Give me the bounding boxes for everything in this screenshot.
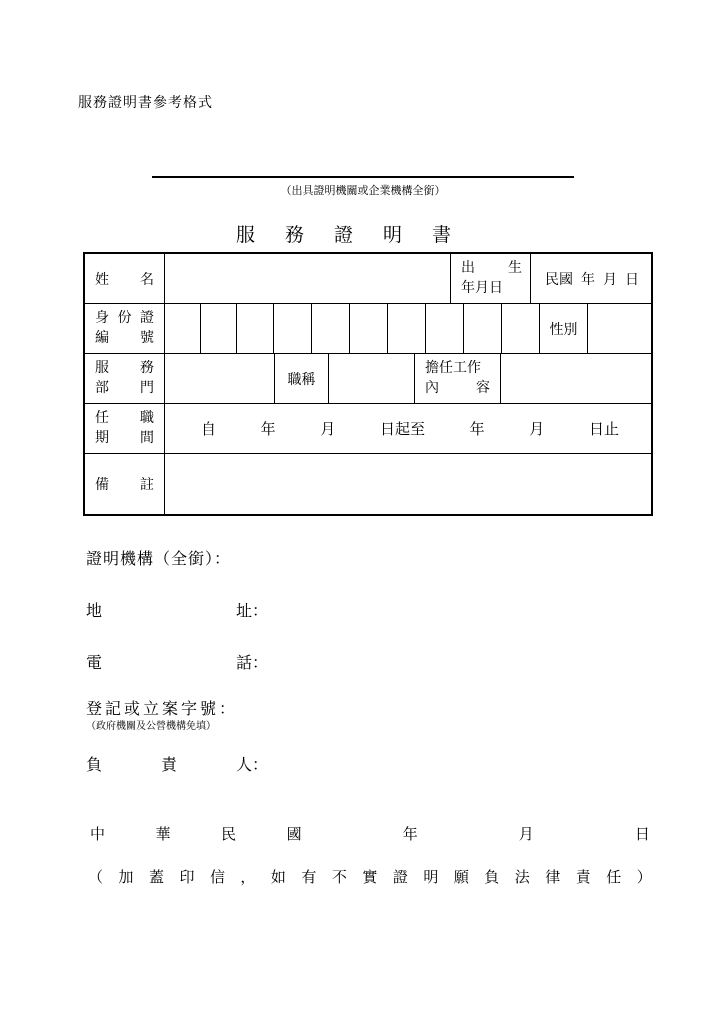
issuer-caption: （出具證明機關或企業機構全銜）: [280, 184, 446, 197]
dept-value-cell[interactable]: [165, 354, 275, 403]
document-title: 服務證明書: [236, 224, 482, 246]
title-label: 職稱: [287, 371, 316, 388]
dept-label-char-4: 門: [140, 380, 154, 396]
id-label-char-3: 證: [140, 310, 154, 326]
reference-format-title: 服務證明書參考格式: [78, 95, 213, 111]
birth-year-label: 年: [581, 271, 595, 288]
id-digit-box[interactable]: [274, 304, 312, 353]
duty-value-cell[interactable]: [501, 354, 651, 403]
dept-label-char-2: 務: [140, 360, 154, 376]
address-field-label: [86, 598, 268, 621]
address-char-1: 地: [86, 601, 103, 620]
birth-label-line2: 年月日: [461, 280, 503, 296]
oath-char: 證: [392, 868, 408, 886]
period-to-day-end: 日止: [588, 420, 619, 438]
form-row-period: [85, 404, 651, 454]
oath-char: 負: [484, 868, 500, 886]
form-row-id: [85, 304, 651, 354]
oath-char: 如: [270, 868, 286, 886]
dept-label-char-1: 服: [95, 360, 109, 376]
oath-char: 有: [301, 868, 317, 886]
duty-label-line1: 擔任工作: [425, 360, 481, 376]
period-label-char-4: 間: [140, 430, 154, 446]
phone-char-1: 電: [86, 653, 103, 672]
id-label-char-4: 編: [95, 330, 109, 346]
owner-char-3: 人：: [235, 755, 268, 774]
name-label-cell: [85, 254, 165, 303]
owner-char-2: 責: [160, 755, 177, 774]
id-label-char-1: 身: [95, 310, 109, 326]
phone-char-2: 話：: [235, 653, 268, 672]
oath-char: 蓋: [148, 868, 164, 886]
issuer-name-line: [152, 176, 574, 178]
remark-label-char-1: 備: [95, 477, 109, 493]
duty-label-char-1: 內: [425, 380, 439, 396]
address-char-2: 址：: [235, 601, 268, 620]
oath-char: 實: [362, 868, 378, 886]
title-label-cell: [275, 354, 329, 403]
name-label-char-1: 姓: [95, 271, 109, 288]
period-label-char-3: 期: [95, 430, 109, 446]
id-digit-box[interactable]: [388, 304, 426, 353]
seal-liability-statement: [88, 866, 652, 887]
id-digit-box[interactable]: [237, 304, 274, 353]
period-from-month: 月: [320, 420, 336, 438]
form-row-remarks: [85, 454, 651, 514]
oath-char: 不: [331, 868, 347, 886]
oath-char: ）: [636, 868, 652, 886]
date-char: 國: [286, 825, 302, 843]
oath-char: 責: [575, 868, 591, 886]
oath-char: 加: [118, 868, 134, 886]
reg-no-note: （政府機關及公營機構免填）: [86, 721, 216, 732]
id-digit-box[interactable]: [165, 304, 201, 353]
id-digit-box[interactable]: [426, 304, 464, 353]
remark-value-cell[interactable]: [165, 454, 651, 514]
dept-label-char-3: 部: [95, 380, 109, 396]
duty-label-char-2: 容: [476, 380, 490, 396]
form-row-name: [85, 254, 651, 304]
date-year-label: 年: [402, 825, 418, 843]
id-digit-box[interactable]: [350, 304, 388, 353]
id-digit-box[interactable]: [464, 304, 502, 353]
phone-field-label: [86, 650, 268, 673]
owner-char-1: 負: [86, 755, 103, 774]
id-label-cell: [85, 304, 165, 353]
gender-label-cell: [540, 304, 588, 353]
remark-label-cell: [85, 454, 165, 514]
gender-label: 性別: [549, 321, 578, 338]
period-from-year: 年: [260, 420, 276, 438]
id-digit-box[interactable]: [502, 304, 540, 353]
dept-label-cell: [85, 354, 165, 403]
date-char: 民: [221, 825, 237, 843]
birth-month-label: 月: [603, 271, 617, 288]
form-row-department: [85, 354, 651, 404]
birth-day-label: 日: [625, 271, 639, 288]
signing-date-line: [90, 823, 650, 844]
id-label-char-5: 號: [140, 330, 154, 346]
oath-char: 信: [209, 868, 225, 886]
oath-char: 法: [514, 868, 530, 886]
gender-value-cell[interactable]: [588, 304, 651, 353]
oath-char: ，: [240, 868, 256, 886]
oath-char: 印: [179, 868, 195, 886]
period-label-cell: [85, 404, 165, 453]
oath-char: 律: [545, 868, 561, 886]
birth-label-cell: [451, 254, 531, 303]
duty-label-cell: [415, 354, 501, 403]
period-to-year: 年: [469, 420, 485, 438]
remark-label-char-2: 註: [140, 477, 154, 493]
name-value-cell[interactable]: [165, 254, 451, 303]
period-label-char-1: 任: [95, 410, 109, 426]
birth-label-char-1: 出: [461, 260, 475, 276]
date-month-label: 月: [518, 825, 534, 843]
title-value-cell[interactable]: [329, 354, 415, 403]
org-field-label: 證明機構（全銜）：: [86, 549, 232, 568]
id-digit-box[interactable]: [201, 304, 237, 353]
birth-label-char-2: 生: [508, 260, 522, 276]
id-digit-box[interactable]: [312, 304, 350, 353]
owner-field-label: [86, 752, 268, 775]
period-to-month: 月: [529, 420, 545, 438]
name-label-char-2: 名: [140, 271, 154, 288]
oath-char: （: [88, 868, 104, 886]
oath-char: 任: [606, 868, 622, 886]
oath-char: 願: [453, 868, 469, 886]
date-day-label: 日: [634, 825, 650, 843]
date-char: 中: [90, 825, 106, 843]
birth-roc-label: 民國: [545, 271, 573, 288]
service-certificate-form: [83, 252, 653, 516]
reg-no-field-label: 登記或立案字號：: [86, 699, 239, 718]
oath-char: 明: [423, 868, 439, 886]
period-value-cell[interactable]: [165, 404, 651, 453]
period-from-label: 自: [201, 420, 217, 438]
id-label-char-2: 份: [117, 310, 132, 326]
date-char: 華: [155, 825, 171, 843]
period-from-day-to: 日起至: [379, 420, 425, 438]
period-label-char-2: 職: [140, 410, 154, 426]
birth-value-cell[interactable]: [531, 254, 651, 303]
